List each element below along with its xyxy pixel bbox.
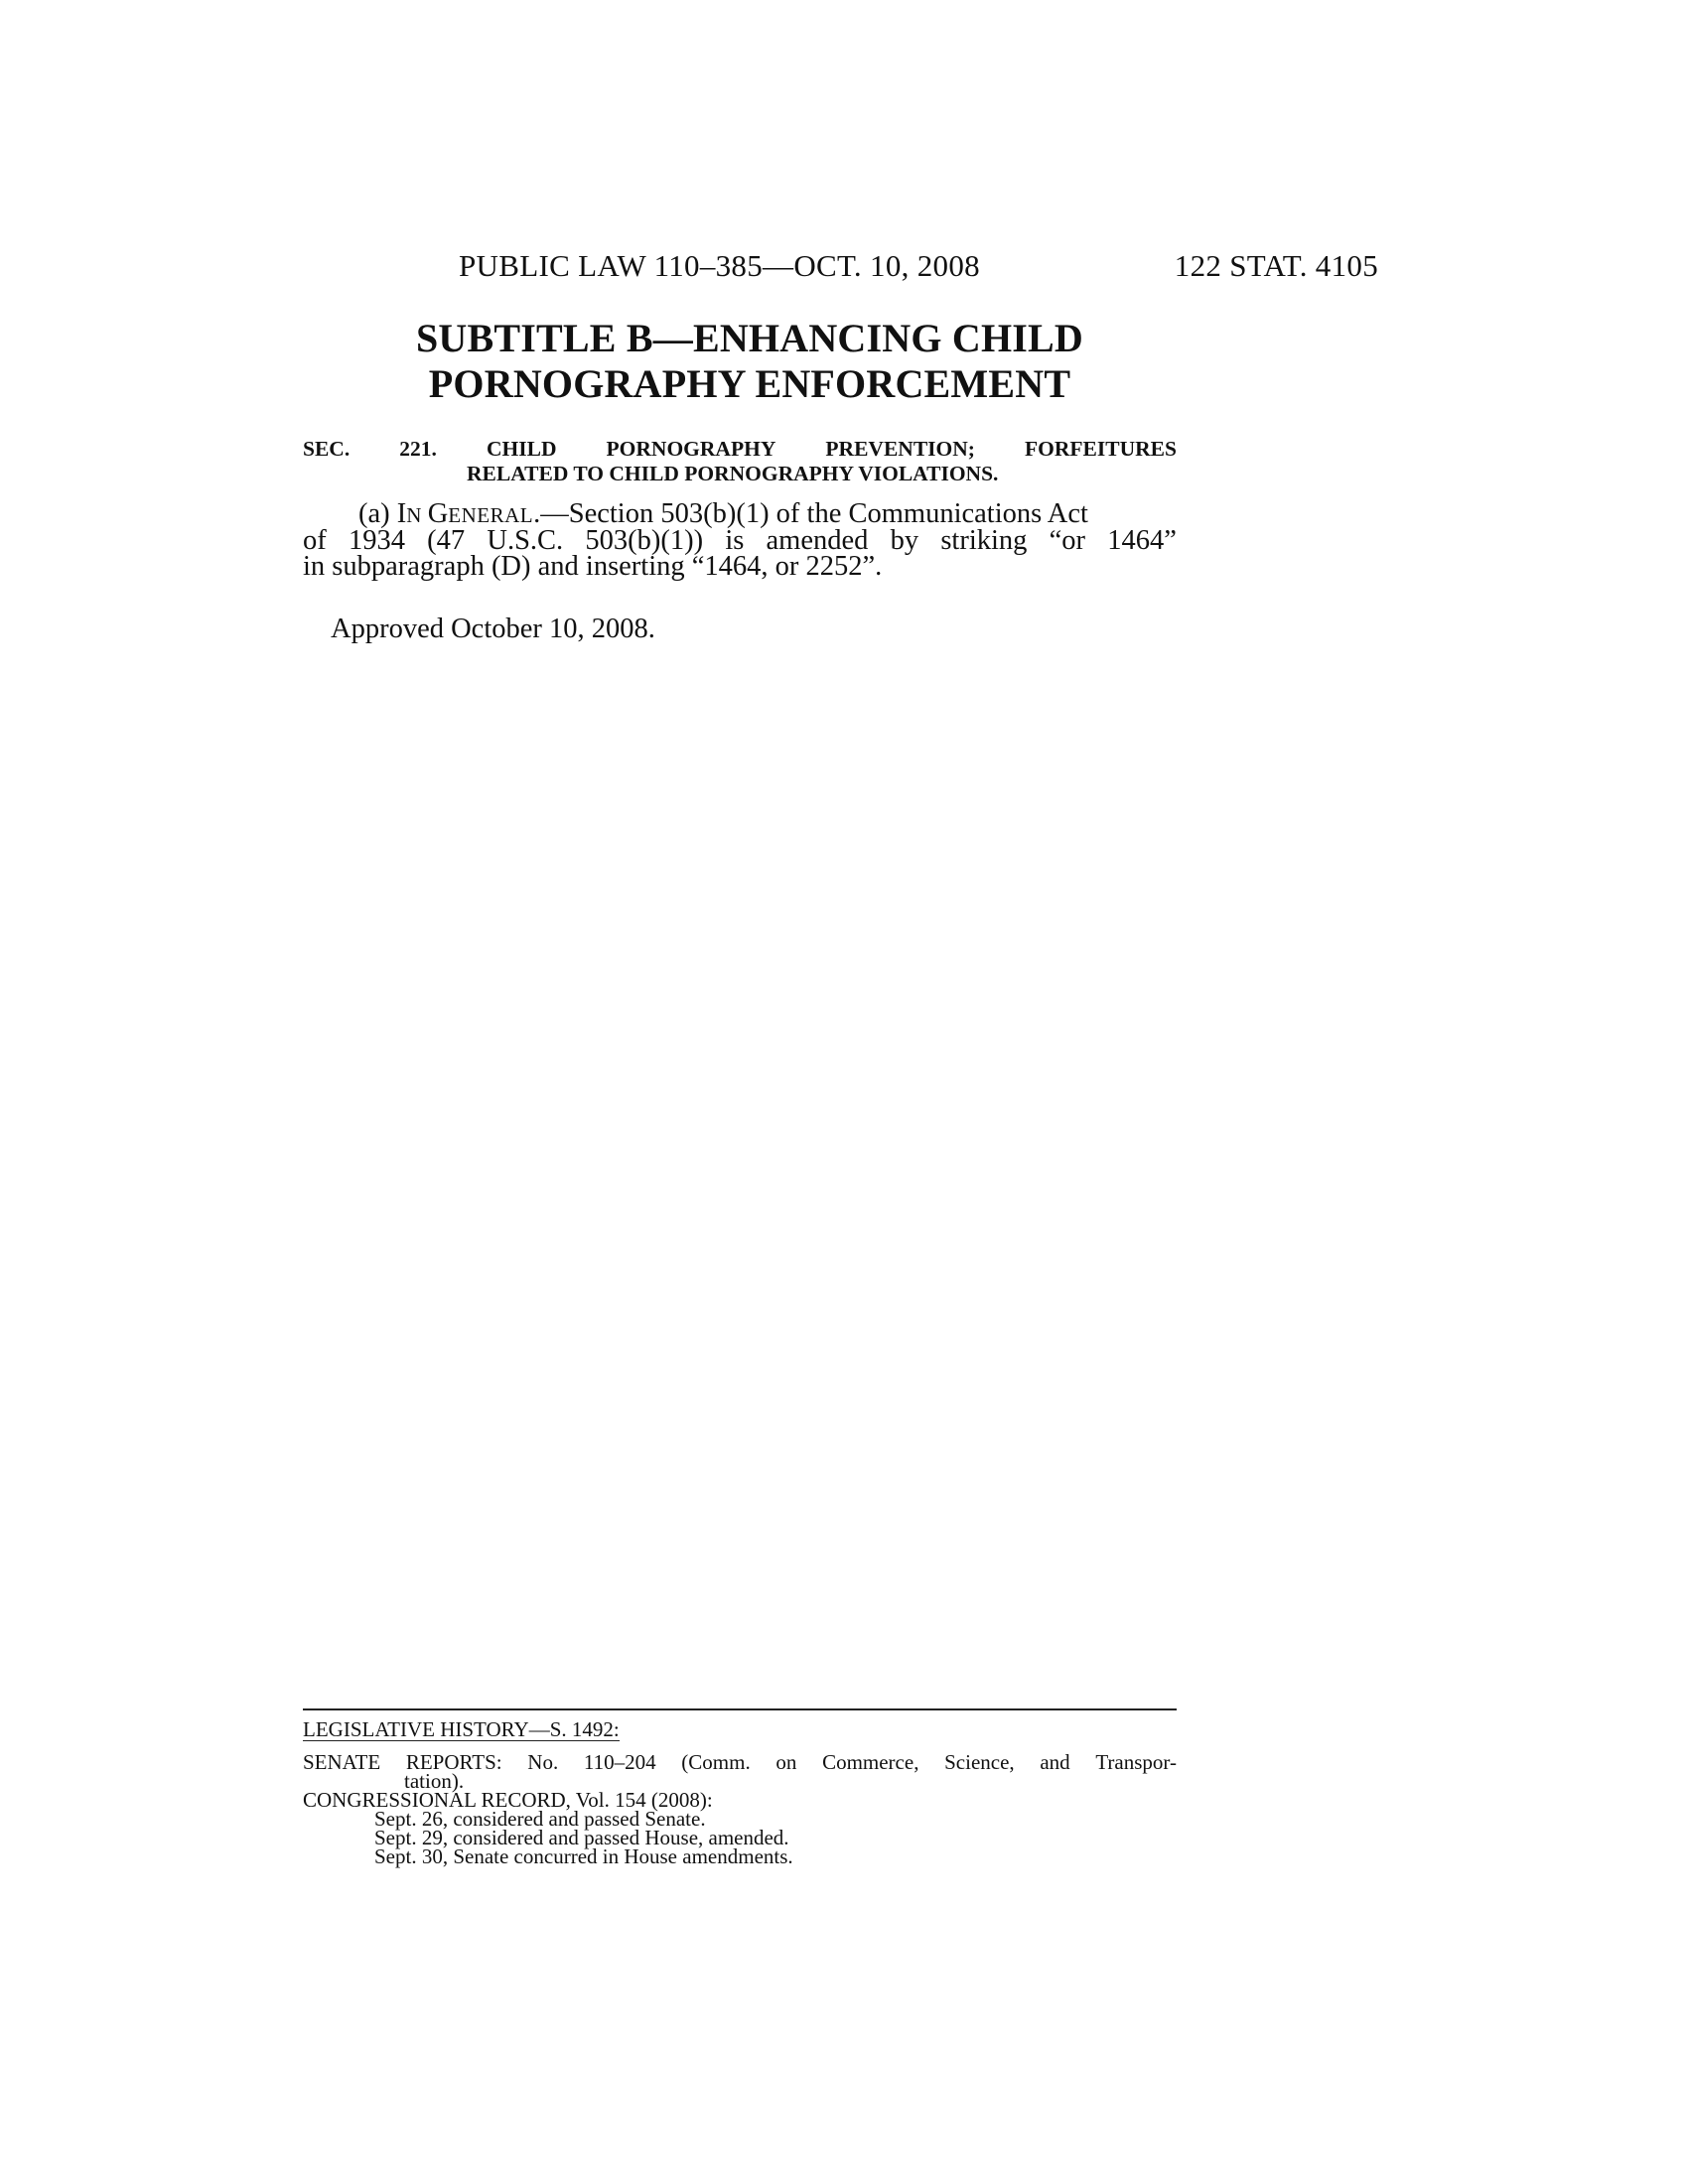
section-heading-word: FORFEITURES <box>1025 437 1177 461</box>
section-heading-line-2: RELATED TO CHILD PORNOGRAPHY VIOLATIONS. <box>467 462 999 485</box>
section-heading-word: 221. <box>399 437 437 461</box>
subsection-a-paragraph <box>303 498 1177 582</box>
paragraph-word: U.S.C. <box>487 525 564 556</box>
senate-reports-continuation: tation). <box>404 1769 465 1793</box>
senate-reports-word: Transpor- <box>1095 1750 1177 1774</box>
congressional-action-item: Sept. 30, Senate concurred in House amendments. <box>374 1844 793 1868</box>
subtitle-heading <box>303 316 1196 407</box>
legislative-history-footnote <box>303 1719 1177 1866</box>
senate-reports-word: No. <box>527 1750 559 1774</box>
legislative-history-heading: LEGISLATIVE HISTORY—S. 1492: <box>303 1717 620 1741</box>
subtitle-heading-line-2: PORNOGRAPHY ENFORCEMENT <box>428 361 1071 406</box>
paragraph-word: striking <box>940 525 1028 556</box>
section-heading-word: PREVENTION; <box>825 437 975 461</box>
senate-reports-word: on <box>775 1750 797 1774</box>
senate-reports-word: (Comm. <box>681 1750 751 1774</box>
congressional-action-item: Sept. 29, considered and passed House, amended. <box>374 1826 789 1849</box>
small-caps-text: ENERAL <box>448 503 534 527</box>
paragraph-word: amended <box>766 525 869 556</box>
senate-reports-word: Commerce, <box>822 1750 919 1774</box>
paragraph-line-1-text: .—Section 503(b)(1) of the Communications Act <box>533 498 1088 529</box>
approval-date: Approved October 10, 2008. <box>331 614 655 644</box>
paragraph-word: of <box>303 525 327 556</box>
paragraph-word: “or <box>1049 525 1085 556</box>
running-header-stat-page: 122 STAT. 4105 <box>1174 248 1378 283</box>
paragraph-word: (47 <box>427 525 466 556</box>
section-heading-word: SEC. <box>303 437 351 461</box>
paragraph-word: 1464” <box>1107 525 1177 556</box>
paragraph-word: 1934 <box>348 525 405 556</box>
paragraph-word: by <box>890 525 919 556</box>
congressional-record-line: CONGRESSIONAL RECORD, Vol. 154 (2008): <box>303 1788 713 1812</box>
paragraph-line-3: in subparagraph (D) and inserting “1464, or 2252”. <box>303 551 883 582</box>
footnote-divider <box>303 1708 1177 1710</box>
paragraph-word: 503(b)(1)) <box>585 525 704 556</box>
section-heading-word: CHILD <box>486 437 557 461</box>
senate-reports-word: 110–204 <box>583 1750 656 1774</box>
small-caps-letter: I <box>396 498 407 529</box>
section-heading-line-1 <box>303 437 1177 462</box>
paragraph-line-1 <box>303 498 1177 529</box>
section-heading-word: PORNOGRAPHY <box>606 437 776 461</box>
subsection-label: (a) <box>358 498 397 529</box>
senate-reports-word: SENATE <box>303 1750 381 1774</box>
subtitle-heading-line-1: SUBTITLE B—ENHANCING CHILD <box>415 316 1084 360</box>
senate-reports-word: REPORTS: <box>405 1750 502 1774</box>
senate-reports-word: and <box>1040 1750 1070 1774</box>
paragraph-word: is <box>725 525 745 556</box>
congressional-action-item: Sept. 26, considered and passed Senate. <box>374 1807 706 1831</box>
senate-reports-word: Science, <box>944 1750 1015 1774</box>
section-heading <box>303 437 1177 486</box>
small-caps-text: N <box>406 503 428 527</box>
running-header-law-citation: PUBLIC LAW 110–385—OCT. 10, 2008 <box>459 248 980 283</box>
small-caps-letter: G <box>427 498 449 529</box>
